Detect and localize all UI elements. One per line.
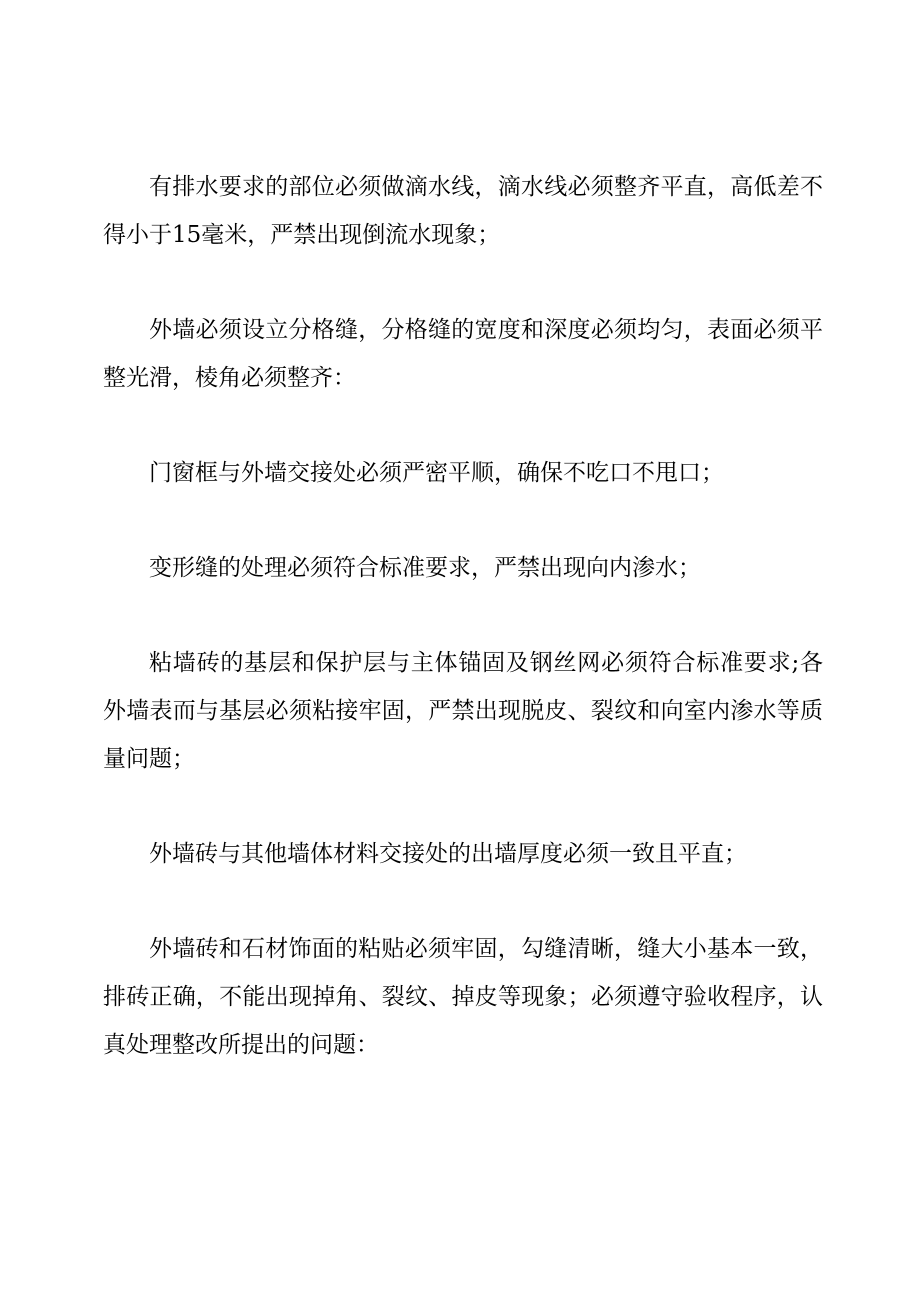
paragraph-line: 门窗框与外墙交接处必须严密平顺，确保不吃口不甩口； <box>149 460 724 486</box>
paragraph-line: 变形缝的处理必须符合标准要求，严禁出现向内渗水； <box>149 555 701 581</box>
paragraph-line: 外墙必须设立分格缝，分格缝的宽度和深度必须均匀，表面必须平 <box>149 317 823 343</box>
paragraph-line: 真处理整改所提出的问题： <box>103 1032 379 1058</box>
paragraph-expansion-joints <box>103 544 823 592</box>
paragraph-drip-line <box>103 163 823 259</box>
paragraph-line: 外墙砖与其他墙体材料交接处的出墙厚度必须一致且平直； <box>149 841 747 867</box>
paragraph-line: 整光滑，棱角必须整齐： <box>103 365 356 391</box>
paragraph-line: 粘墙砖的基层和保护层与主体锚固及钢丝网必须符合标准要求;各 <box>149 650 823 676</box>
document-body <box>103 163 823 1116</box>
paragraph-tile-stone-facing <box>103 925 823 1069</box>
paragraph-line: 外墙表而与基层必须粘接牢固，严禁出现脱皮、裂纹和向室内渗水等质 <box>103 698 823 724</box>
paragraph-line: 有排水要求的部位必须做滴水线，滴水线必须整齐平直，高低差不 <box>149 174 823 200</box>
paragraph-line: 量问题； <box>103 746 195 772</box>
paragraph-line: 外墙砖和石材饰面的粘贴必须牢固，勾缝清晰，缝大小基本一致， <box>149 936 823 962</box>
paragraph-tile-base-layer <box>103 639 823 783</box>
paragraph-wall-thickness <box>103 830 823 878</box>
paragraph-line: 排砖正确，不能出现掉角、裂纹、掉皮等现象；必须遵守验收程序，认 <box>103 984 823 1010</box>
paragraph-dividing-joints <box>103 306 823 402</box>
paragraph-window-frames <box>103 449 823 497</box>
paragraph-line: 得小于15毫米，严禁出现倒流水现象； <box>103 222 501 248</box>
